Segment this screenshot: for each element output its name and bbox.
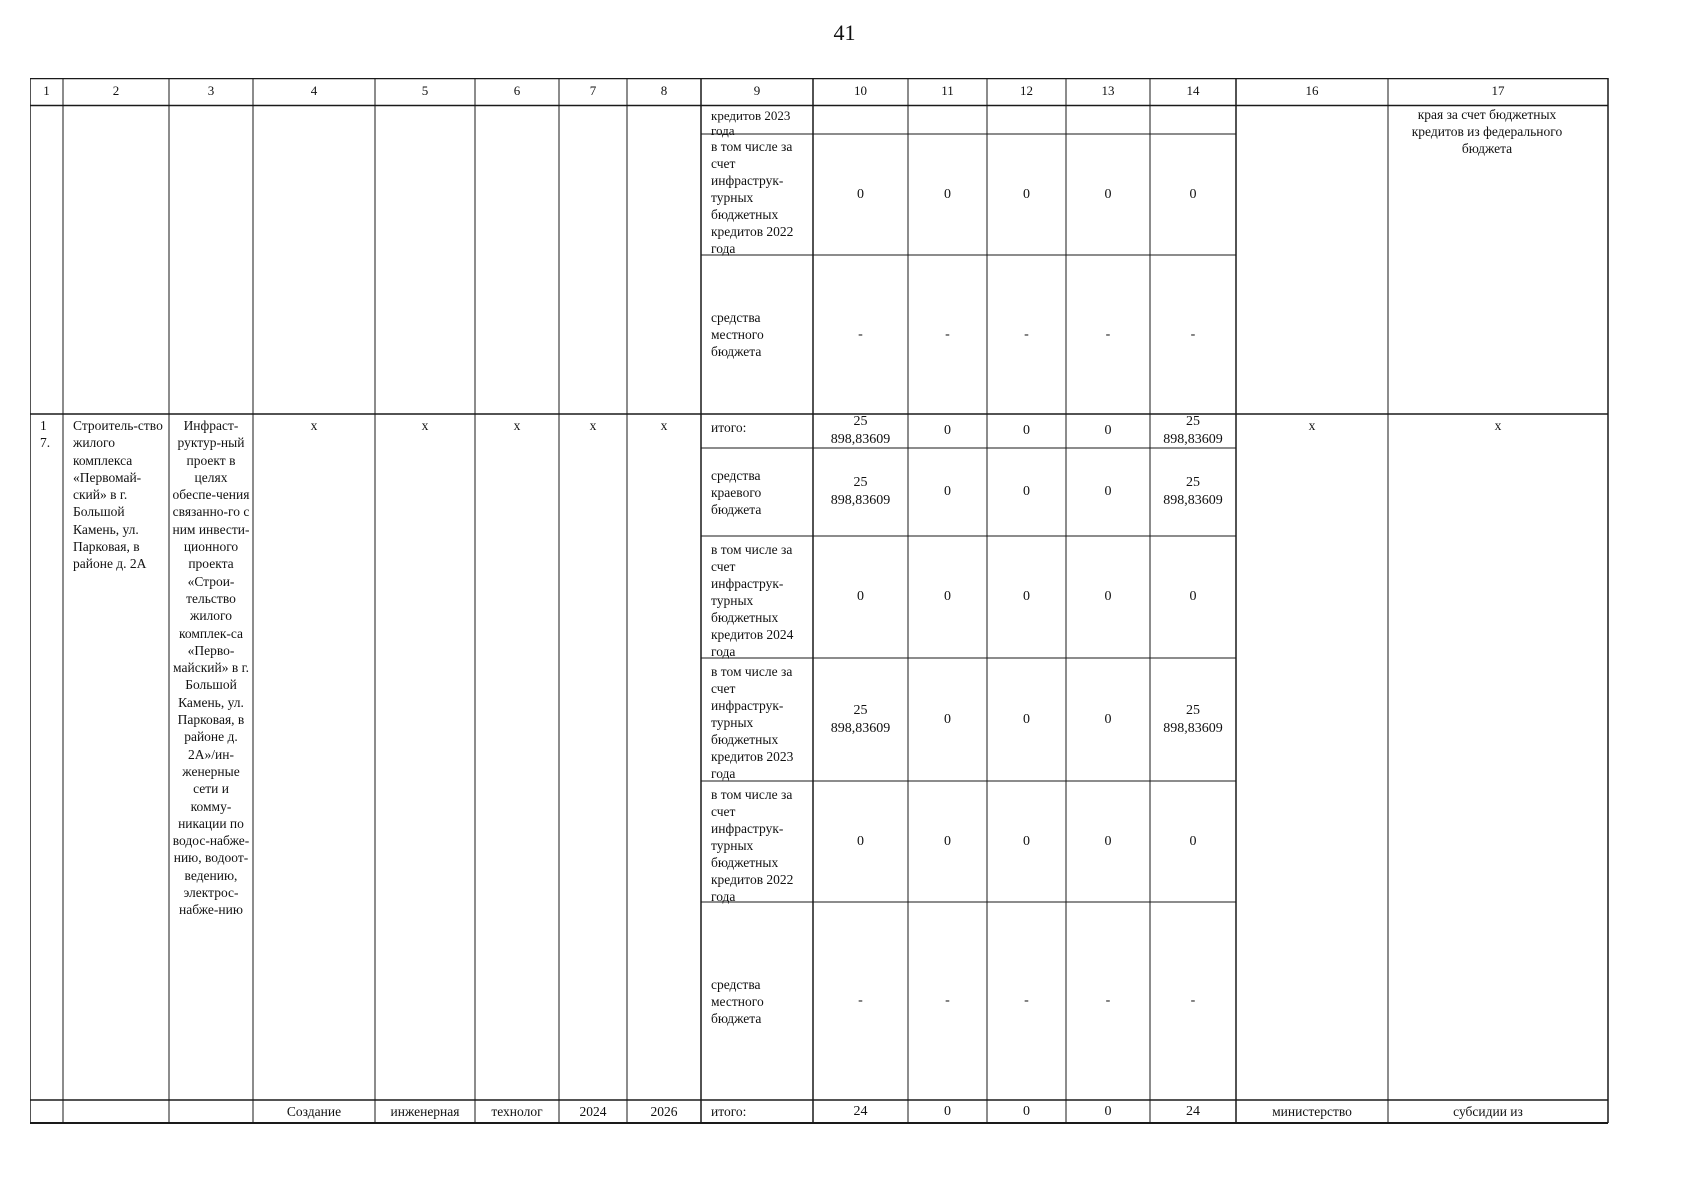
item-row-value: 25 898,83609 — [830, 414, 891, 447]
item-row-label: в том числе за счет инфраструк-турных бюджетных кредитов 2023 года — [711, 664, 794, 781]
header-col-16: 16 — [1305, 83, 1319, 98]
top-row-value: 0 — [1104, 186, 1112, 202]
item-row-value: 0 — [857, 589, 864, 604]
item-row-value: - — [858, 993, 863, 1008]
item-row-value: 0 — [1104, 484, 1112, 499]
bottom-col6: технолог — [491, 1103, 543, 1119]
header-col-7: 7 — [589, 83, 597, 98]
header-col-6: 6 — [513, 83, 521, 98]
item-col5: x — [421, 418, 429, 433]
top-row-value: 0 — [857, 186, 864, 202]
top-row-value: - — [1190, 326, 1196, 342]
item-row-value: 25 898,83609 — [1163, 414, 1223, 447]
item-col17: x — [1494, 418, 1502, 433]
header-col-12: 12 — [1020, 83, 1033, 98]
header-col-2: 2 — [112, 83, 120, 98]
item-row-value: 0 — [1023, 484, 1030, 499]
item-col7: x — [589, 418, 597, 433]
bottom-row-value: 24 — [1186, 1103, 1200, 1119]
bottom-col16: министерство — [1272, 1103, 1352, 1119]
item-row-value: 0 — [1023, 711, 1030, 727]
item-row-value: 0 — [1104, 589, 1112, 604]
header-col-4: 4 — [310, 83, 318, 98]
item-row-value: 0 — [1104, 711, 1112, 727]
item-row-value: 0 — [944, 484, 951, 499]
top-row-value: 0 — [1023, 186, 1030, 202]
header-col-5: 5 — [421, 83, 429, 98]
item-row-value: 0 — [1189, 589, 1197, 604]
item-row-label: средства местного бюджета — [711, 976, 764, 1026]
header-col-14: 14 — [1186, 83, 1200, 98]
bottom-col4: Создание — [286, 1103, 342, 1119]
item-number: 1 7. — [40, 418, 51, 450]
item-row-label: средства краевого бюджета — [711, 467, 762, 517]
top-row-label: в том числе за счет инфраструк-турных бюджетных кредитов 2022 года — [711, 139, 794, 256]
bottom-row-value: 0 — [944, 1103, 951, 1119]
bottom-row-label: итого: — [711, 1103, 747, 1119]
item-row-value: 25 898,83609 — [1163, 475, 1223, 508]
item-row-value: 25 898,83609 — [1163, 702, 1223, 736]
bottom-col17: субсидии из — [1453, 1103, 1523, 1119]
header-col-8: 8 — [660, 83, 668, 98]
item-row-value: 0 — [944, 711, 951, 727]
item-row-value: - — [945, 993, 950, 1008]
bottom-col7: 2024 — [579, 1103, 607, 1119]
top-row-value: - — [945, 326, 950, 342]
header-col-1: 1 — [43, 83, 50, 98]
bottom-col5: инженерная — [390, 1103, 460, 1119]
item-row-value: 0 — [944, 423, 951, 438]
item-description: Инфраст-руктур-ный проект в целях обеспе-чения связанно-го с ним инвести-ционного проекта «Строи-тельство жилого комплек-са «Перво-майский» в г. Большой Камень, ул. Парковая, в районе д. 2А»/ин-женерные сети и комму-никации по водос-набже-нию, водоот-ведению, электрос-набже-нию — [172, 418, 250, 918]
header-col-3: 3 — [207, 83, 215, 98]
top-row-value: - — [1105, 326, 1111, 342]
item-row-value: 0 — [1023, 589, 1030, 604]
item-row-value: 0 — [1189, 833, 1197, 849]
item-col6: x — [513, 418, 521, 433]
header-col-10: 10 — [854, 83, 867, 98]
top-row-value: - — [858, 326, 863, 342]
item-col8: x — [660, 418, 668, 433]
top-col17-note: края за счет бюджетных кредитов из федерального бюджета — [1411, 107, 1563, 156]
item-row-label: в том числе за счет инфраструк-турных бюджетных кредитов 2022 года — [711, 787, 794, 904]
bottom-row-value: 24 — [853, 1103, 868, 1119]
item-row-value: 0 — [1104, 423, 1112, 438]
page-number: 41 — [833, 20, 856, 45]
item-row-label: в том числе за счет инфраструк-турных бюджетных кредитов 2024 года — [711, 542, 794, 659]
item-row-value: 0 — [1023, 833, 1030, 849]
item-row-value: 25 898,83609 — [830, 475, 891, 508]
bottom-row-value: 0 — [1023, 1103, 1030, 1119]
header-col-13: 13 — [1101, 83, 1115, 98]
item-row-value: 0 — [1104, 833, 1112, 849]
item-col16: x — [1308, 418, 1316, 433]
top-row-label: кредитов 2023 года — [711, 108, 791, 138]
item-row-value: 0 — [857, 833, 864, 849]
item-row-value: 0 — [944, 589, 951, 604]
top-row-value: 0 — [944, 186, 951, 202]
item-row-label: итого: — [711, 420, 747, 435]
item-row-value: - — [1105, 993, 1111, 1008]
item-name: Строитель-ство жилого комплекса «Первомай-ский» в г. Большой Камень, ул. Парковая, в районе д. 2А — [73, 418, 163, 572]
top-row-value: - — [1024, 326, 1029, 342]
item-row-value: - — [1024, 993, 1029, 1008]
item-row-value: 0 — [1023, 423, 1030, 438]
top-row-label: средства местного бюджета — [711, 310, 764, 359]
bottom-row-value: 0 — [1104, 1103, 1112, 1119]
top-row-value: 0 — [1189, 186, 1197, 202]
item-row-value: 25 898,83609 — [830, 702, 891, 736]
item-col4: x — [310, 418, 318, 433]
item-row-value: 0 — [944, 833, 951, 849]
header-col-17: 17 — [1491, 83, 1505, 98]
header-col-11: 11 — [941, 83, 954, 98]
header-col-9: 9 — [753, 83, 761, 98]
bottom-col8: 2026 — [650, 1103, 678, 1119]
item-row-value: - — [1190, 993, 1196, 1008]
budget-table — [30, 78, 1640, 1143]
